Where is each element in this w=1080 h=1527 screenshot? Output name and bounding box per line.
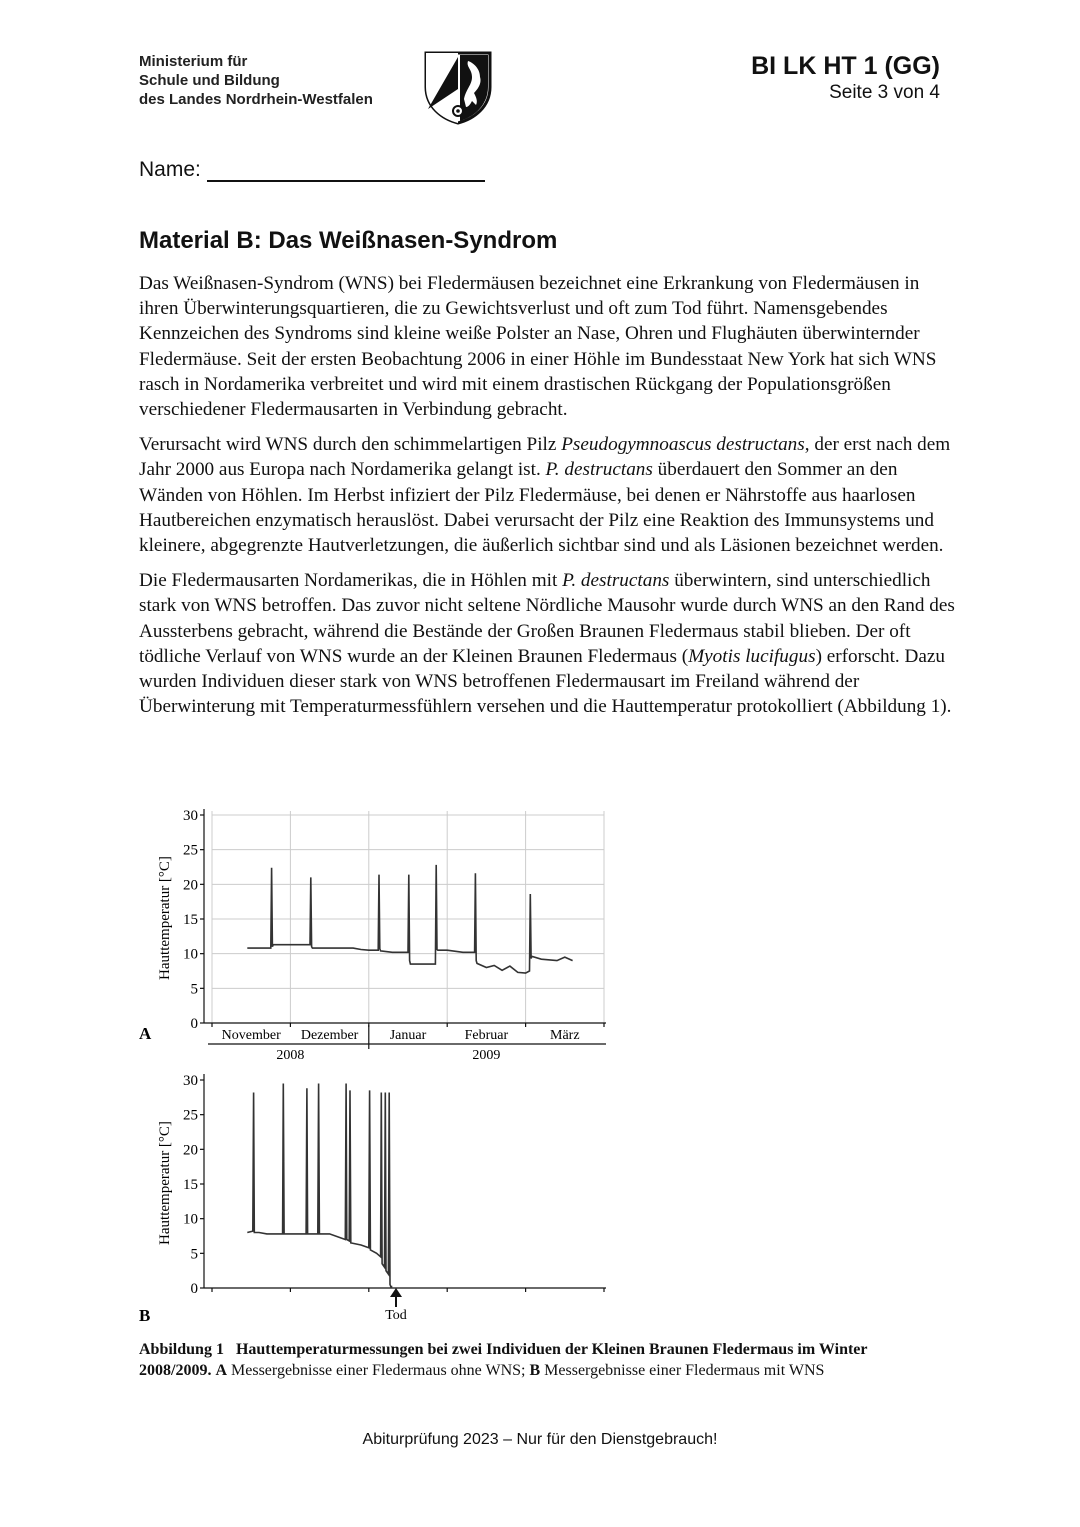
nrw-coat-of-arms-icon <box>422 49 494 125</box>
text-run: überdauert den Sommer an den Wänden von Höhlen. Im Herbst infiziert der Pilz Fledermäuse, bei denen er Nährstoffe aus haarlosen Hautbereichen enzymatisch herauslöst. Dabei verursacht der Pilz eine Reaktion des Immunsystems und kleinere, abgegrenzte Hautverletzungen, die äußerlich sichtbar sind und als Läsionen bezeichnet werden. <box>139 459 944 557</box>
month-label: Dezember <box>300 1028 359 1043</box>
text-run: Die Fledermausarten Nordamerikas, die in Höhlen mit <box>139 570 563 592</box>
panel-label-b: B <box>139 1306 151 1325</box>
y-tick-label: 30 <box>183 808 198 824</box>
y-tick-label: 5 <box>190 981 198 998</box>
y-tick-label: 30 <box>183 1073 198 1089</box>
caption-a-label: A <box>215 1362 228 1379</box>
chart-axes <box>200 1074 606 1292</box>
material-heading: Material B: Das Weißnasen-Syndrom <box>139 227 558 254</box>
y-tick-label: 15 <box>183 1177 198 1193</box>
ministry-line: des Landes Nordrhein-Westfalen <box>139 91 373 108</box>
y-axis-label: Hauttemperatur [°C] <box>157 1121 173 1245</box>
caption-label: Abbildung 1 <box>139 1341 224 1358</box>
name-field <box>139 158 485 182</box>
caption-b-label: B <box>529 1362 541 1379</box>
species-name: Pseudogymnoascus destructans <box>561 434 805 456</box>
paragraph-2 <box>139 432 963 558</box>
data-series-line <box>247 1084 392 1287</box>
y-tick-label: 20 <box>183 1142 198 1159</box>
y-tick-labels <box>183 808 198 1032</box>
paragraph-3 <box>139 568 963 719</box>
y-tick-labels <box>183 1073 198 1297</box>
month-label: Februar <box>464 1028 509 1043</box>
caption-a-text: Messergebnisse einer Fledermaus ohne WNS; <box>227 1362 530 1379</box>
y-axis-label: Hauttemperatur [°C] <box>157 856 173 980</box>
death-label: Tod <box>385 1308 407 1323</box>
chart-panel-b <box>136 1065 616 1327</box>
caption-b-text: Messergebnisse einer Fledermaus mit WNS <box>540 1362 825 1379</box>
text-run: , der erst nach dem Jahr 2000 aus Europa nach Nordamerika gelangt ist. <box>139 434 951 481</box>
caption-title: Hauttemperaturmessungen bei zwei Individuen der Kleinen Braunen Fledermaus im Winter 2008/2009. <box>139 1341 868 1379</box>
text-run: Verursacht wird WNS durch den schimmelartigen Pilz <box>139 434 562 456</box>
exam-code: BI LK HT 1 (GG) <box>751 52 940 80</box>
chart-panel-a <box>136 800 616 1065</box>
month-label: März <box>550 1028 580 1043</box>
ministry-line: Schule und Bildung <box>139 72 280 89</box>
species-name-short: P. destructans <box>562 570 670 592</box>
ministry-name <box>139 52 373 109</box>
chart-axes <box>200 809 606 1027</box>
panel-label-a: A <box>139 1024 152 1043</box>
y-tick-label: 25 <box>183 1107 198 1124</box>
body-text <box>139 271 963 729</box>
y-tick-label: 0 <box>190 1281 198 1297</box>
month-label: November <box>221 1028 281 1043</box>
year-label: 2009 <box>472 1048 501 1063</box>
y-tick-label: 5 <box>190 1246 198 1263</box>
y-tick-label: 10 <box>183 946 198 963</box>
y-tick-label: 15 <box>183 912 198 928</box>
latin-name: Myotis lucifugus <box>688 645 816 667</box>
death-marker <box>385 1288 407 1323</box>
species-name-short: P. destructans <box>545 459 653 481</box>
month-labels <box>222 1028 580 1043</box>
name-line <box>207 160 485 182</box>
text-run: überwintern, sind unterschiedlich stark von WNS betroffen. Das zuvor nicht seltene Nördliche Mausohr wurde durch WNS an den Rand des Aussterbens gebracht, während die Bestände der Großen Braunen Fledermaus stabil blieben. Der oft tödliche Verlauf von WNS wurde an der Kleinen Braunen Fledermaus ( <box>139 570 955 667</box>
paragraph-1: Das Weißnasen-Syndrom (WNS) bei Fledermäusen bezeichnet eine Erkrankung von Fledermäusen in ihren Überwinterungsquartieren, die zu Gewichtsverlust und oft zum Tod führt. Namensgebendes Kennzeichen des Syndroms sind kleine weiße Polster an Nase, Ohren und Flughäuten überwinternder Fledermäuse. Seit der ersten Beobachtung 2006 in einer Höhle im Bundesstaat New York hat sich WNS rasch in Nordamerika verbreitet und wird mit einem drastischen Rückgang der Populationsgrößen verschiedener Fledermausarten in Verbindung gebracht. <box>139 273 937 421</box>
death-arrow-head <box>390 1288 402 1297</box>
text-run: ) erforscht. Dazu wurden Individuen dieser stark von WNS betroffenen Fledermausart im Freiland während der Überwinterung mit Temperaturmessfühlern versehen und die Hauttemperatur protokolliert (Abbildung 1). <box>139 645 952 718</box>
ministry-line: Ministerium für <box>139 53 248 70</box>
figure-caption <box>139 1339 939 1381</box>
y-tick-label: 25 <box>183 842 198 859</box>
page-footer: Abiturprüfung 2023 – Nur für den Dienstgebrauch! <box>362 1431 718 1448</box>
y-tick-label: 10 <box>183 1211 198 1228</box>
page-number: Seite 3 von 4 <box>829 82 940 103</box>
y-tick-label: 20 <box>183 877 198 894</box>
year-label: 2008 <box>276 1048 305 1063</box>
y-tick-label: 0 <box>190 1016 198 1032</box>
name-label: Name: <box>139 158 201 181</box>
month-label: Januar <box>389 1028 427 1043</box>
